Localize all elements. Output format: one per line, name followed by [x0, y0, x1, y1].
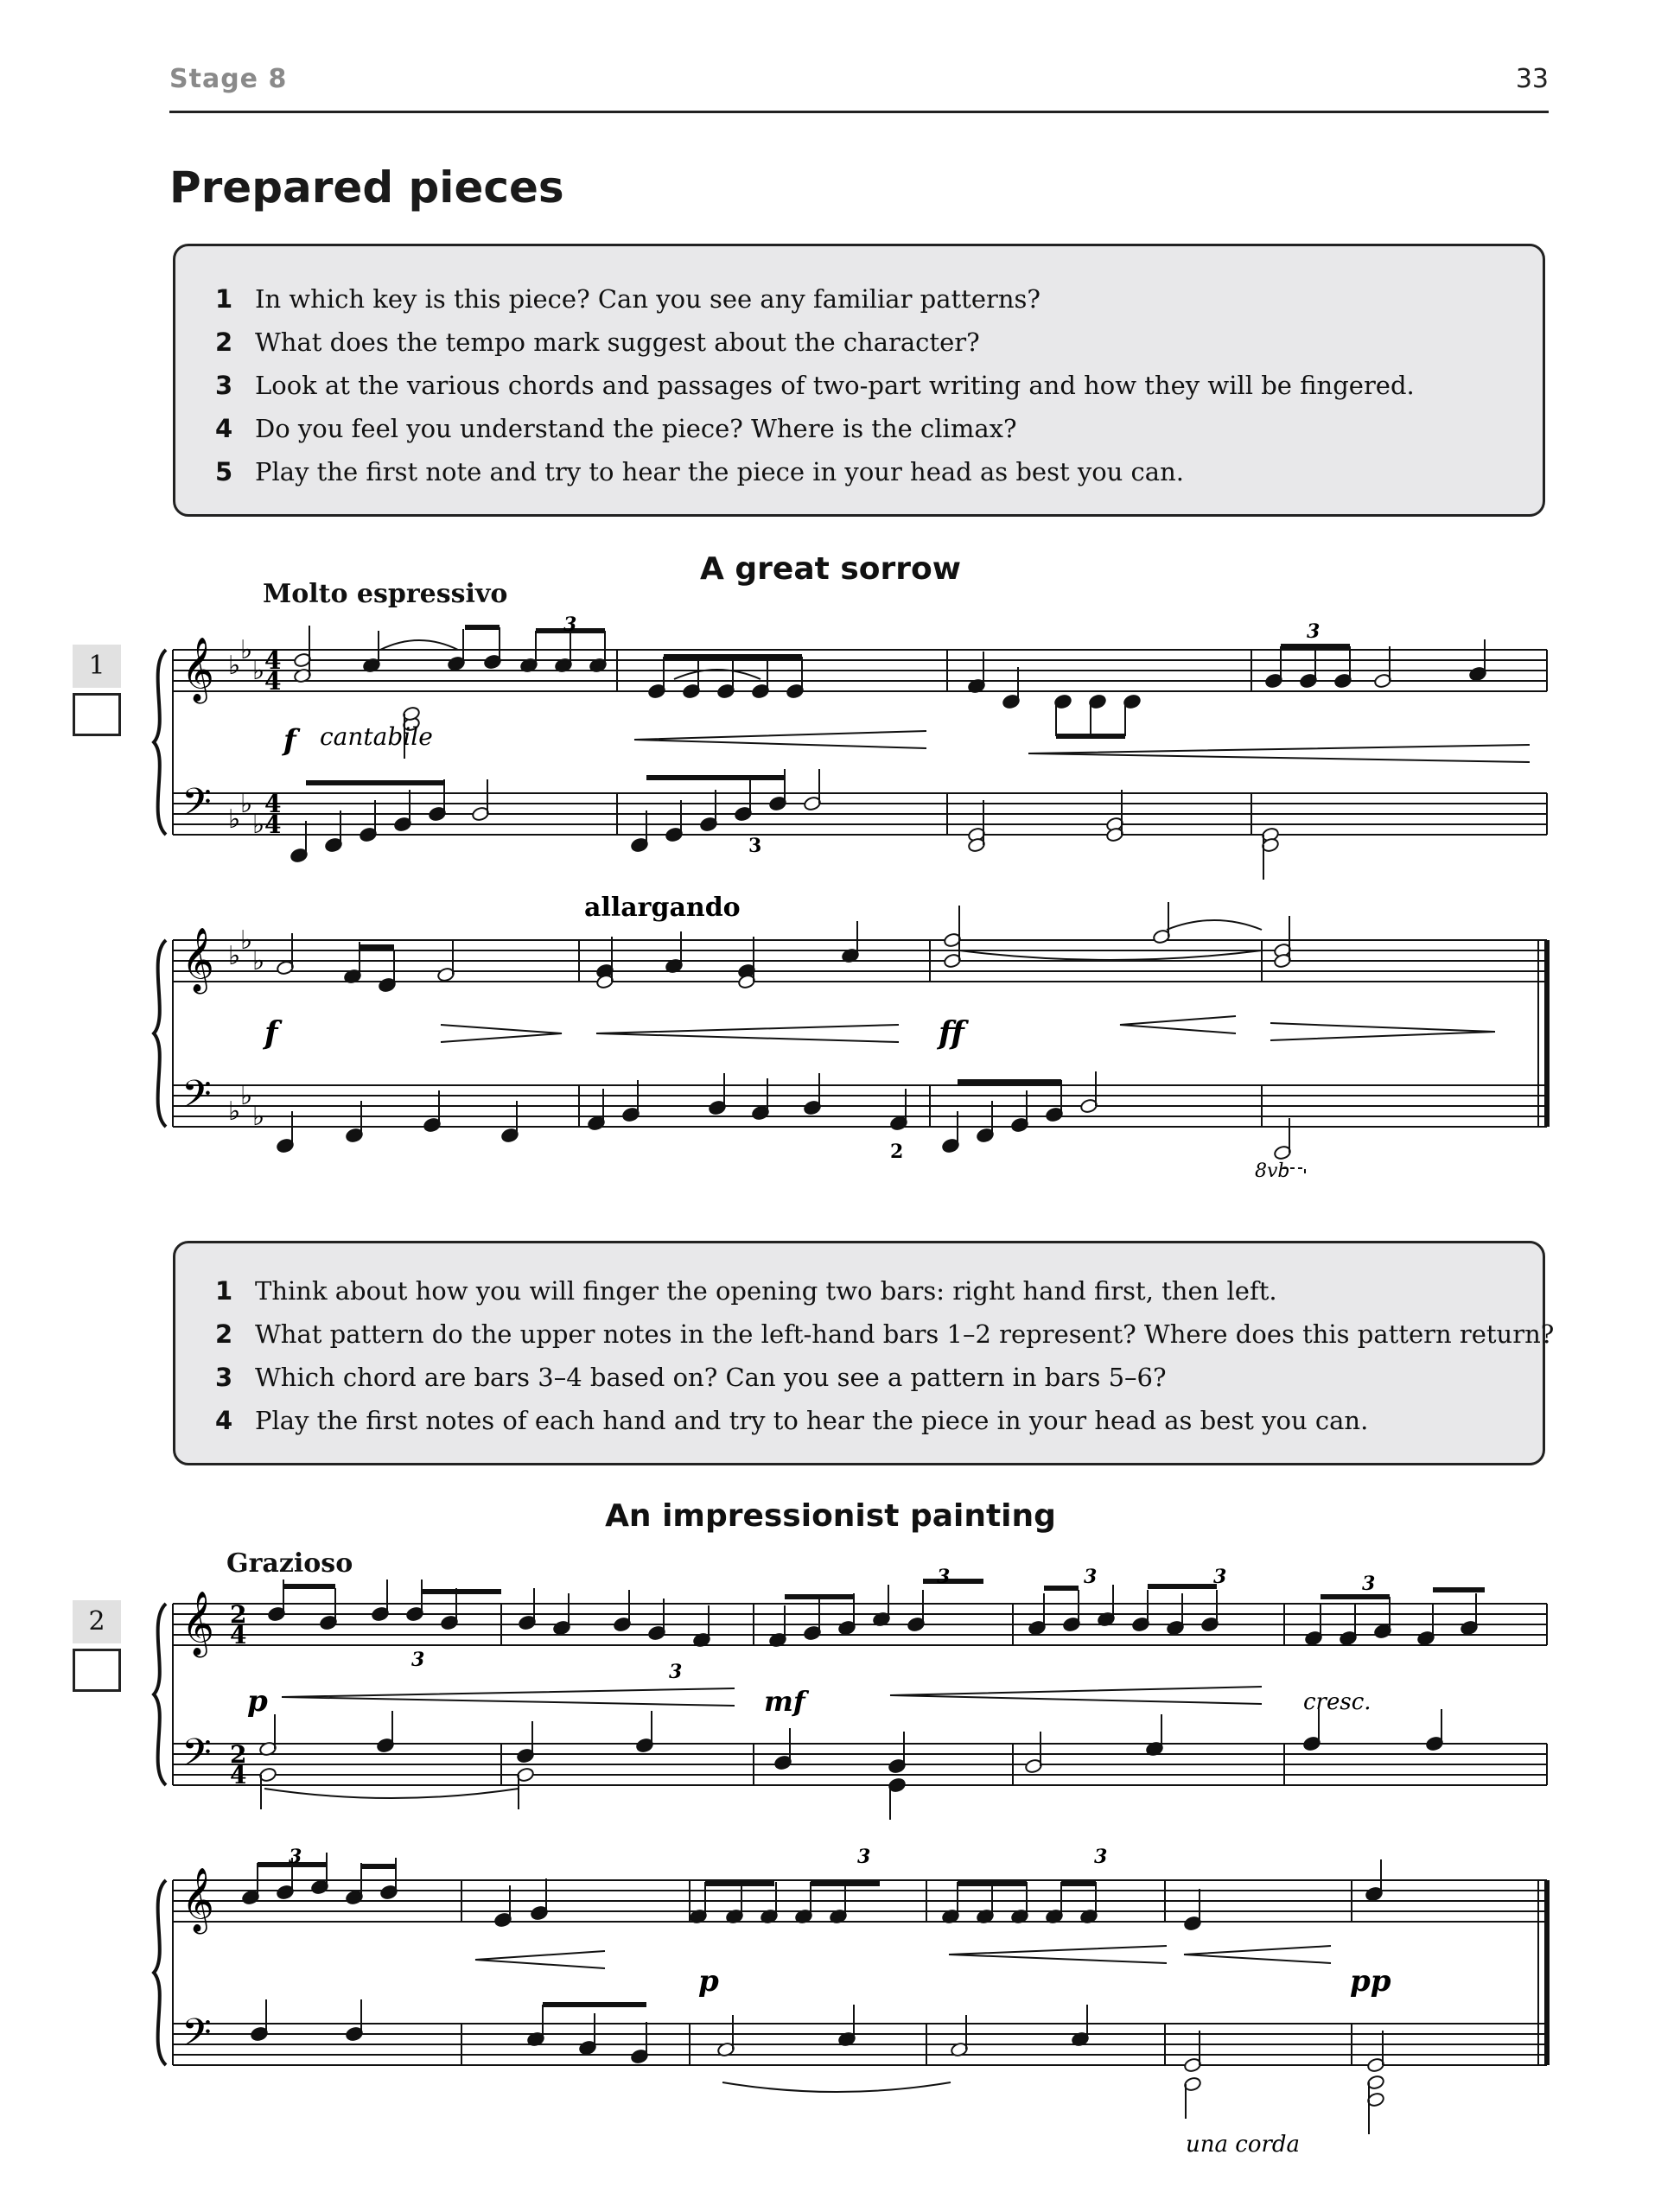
dynamic-f: f: [283, 723, 296, 758]
time-signature: 4: [264, 810, 282, 839]
triplet-mark: 3: [748, 835, 762, 857]
crescendo-hairpin: [890, 1687, 1262, 1704]
question-item: 1 Think about how you will finger the opening two bars: right hand first, then left.: [215, 1276, 1277, 1306]
dynamic-p: p: [247, 1684, 268, 1719]
dynamic-pp: pp: [1350, 1964, 1391, 1999]
time-signature: 2: [230, 1740, 247, 1769]
time-signature: 4: [230, 1621, 247, 1649]
flat-icon: ♭: [252, 810, 265, 840]
dynamic-ff: ff: [939, 1015, 964, 1052]
flat-icon: ♭: [240, 789, 253, 819]
tempo-mark-2: Grazioso: [226, 1548, 353, 1579]
expression-una-corda: una corda: [1186, 2132, 1301, 2158]
expression-cresc: cresc.: [1303, 1689, 1371, 1715]
flat-icon: ♭: [252, 656, 265, 686]
slur: [264, 1789, 519, 1798]
question-item: 4 Do you feel you understand the piece? Where is the climax?: [215, 414, 1017, 443]
score-marks: [264, 640, 1530, 2092]
question-item: 2 What pattern do the upper notes in the left-hand bars 1–2 represent? Where does this pattern return?: [215, 1319, 1555, 1349]
time-signature: 4: [264, 646, 282, 675]
crescendo-hairpin: [949, 1946, 1167, 1963]
slur: [722, 2082, 951, 2092]
bass-clef-icon: 𝄢: [181, 779, 212, 834]
expression-cantabile: cantabile: [320, 722, 433, 751]
piece-title-1: A great sorrow: [699, 551, 962, 587]
flat-icon: ♭: [228, 651, 241, 681]
crescendo-hairpin: [1184, 1946, 1331, 1963]
treble-clef-icon: 𝄞: [181, 1592, 214, 1656]
octave-mark: 8vb: [1255, 1160, 1290, 1182]
time-signature: 4: [264, 667, 282, 696]
triplet-mark: 3: [1307, 620, 1321, 643]
piece-title-2: An impressionist painting: [605, 1498, 1056, 1534]
question-item: 3 Which chord are bars 3–4 based on? Can you see a pattern in bars 5–6?: [215, 1363, 1167, 1392]
brace: [154, 940, 166, 1127]
treble-clef-icon: 𝄞: [181, 1868, 214, 1932]
crescendo-hairpin: [596, 1025, 899, 1042]
bass-clef-icon: 𝄢: [181, 1730, 212, 1784]
triplet-mark: 3: [563, 613, 577, 636]
triplet-mark: 3: [1084, 1566, 1098, 1588]
triplet-mark: 3: [1213, 1566, 1227, 1588]
slur: [1167, 920, 1262, 930]
question-item: 5 Play the first note and try to hear the piece in your head as best you can.: [215, 457, 1184, 486]
flat-icon: ♭: [228, 804, 241, 835]
slur: [380, 640, 458, 650]
piece-number-label: 2: [73, 1600, 121, 1643]
time-signature: 2: [230, 1600, 247, 1629]
treble-clef-icon: 𝄞: [181, 638, 214, 702]
flat-icon: ♭: [228, 941, 241, 971]
brace: [154, 650, 166, 835]
flat-icon: ♭: [252, 1102, 265, 1132]
triplet-mark: 3: [1094, 1846, 1108, 1868]
triplet-mark: 3: [289, 1846, 302, 1868]
stage-label: Stage 8: [169, 64, 288, 94]
crescendo-hairpin: [1120, 1016, 1236, 1033]
time-signature: 4: [264, 790, 282, 818]
flat-icon: ♭: [240, 635, 253, 665]
triplet-mark: 3: [937, 1566, 951, 1588]
crescendo-hairpin: [634, 731, 926, 748]
dynamic-mf: mf: [764, 1685, 805, 1718]
fingering-number: 2: [890, 1141, 904, 1163]
question-item: 3 Look at the various chords and passages of two-part writing and how they will be fingered.: [215, 371, 1415, 400]
brace: [154, 1604, 166, 1785]
question-item: 4 Play the first notes of each hand and try to hear the piece in your head as best you can.: [215, 1406, 1369, 1435]
treble-clef-icon: 𝄞: [181, 928, 214, 992]
question-item: 1 In which key is this piece? Can you see any familiar patterns?: [215, 284, 1041, 314]
flat-icon: ♭: [240, 925, 253, 956]
bass-clef-icon: 𝄢: [181, 1071, 212, 1126]
dynamic-f-2: f: [264, 1015, 278, 1052]
flat-icon: ♭: [252, 946, 265, 976]
time-signature: 4: [230, 1761, 247, 1789]
expression-allargando: allargando: [584, 893, 741, 923]
flat-icon: ♭: [228, 1096, 241, 1127]
bass-clef-icon: 𝄢: [181, 2010, 212, 2064]
slur: [959, 950, 1262, 960]
dynamic-p-2: p: [698, 1964, 719, 1999]
page-number: 33: [1515, 64, 1549, 94]
triplet-mark: 3: [1362, 1573, 1376, 1595]
question-item: 2 What does the tempo mark suggest about the character?: [215, 327, 980, 357]
triplet-mark: 3: [411, 1649, 425, 1671]
triplet-mark: 3: [669, 1661, 683, 1683]
crescendo-hairpin: [1028, 745, 1530, 762]
crescendo-hairpin: [282, 1688, 735, 1706]
crescendo-hairpin: [475, 1951, 605, 1968]
notes: [241, 626, 1486, 2134]
brace: [154, 1880, 166, 2065]
piece-number-label: 1: [73, 645, 121, 688]
staff-lines: [154, 635, 1555, 2065]
diminuendo-hairpin: [1270, 1023, 1495, 1040]
triplet-mark: 3: [857, 1846, 871, 1868]
flat-icon: ♭: [240, 1081, 253, 1111]
section-title: Prepared pieces: [169, 162, 564, 213]
diminuendo-hairpin: [441, 1025, 562, 1042]
tempo-mark-1: Molto espressivo: [263, 579, 508, 609]
